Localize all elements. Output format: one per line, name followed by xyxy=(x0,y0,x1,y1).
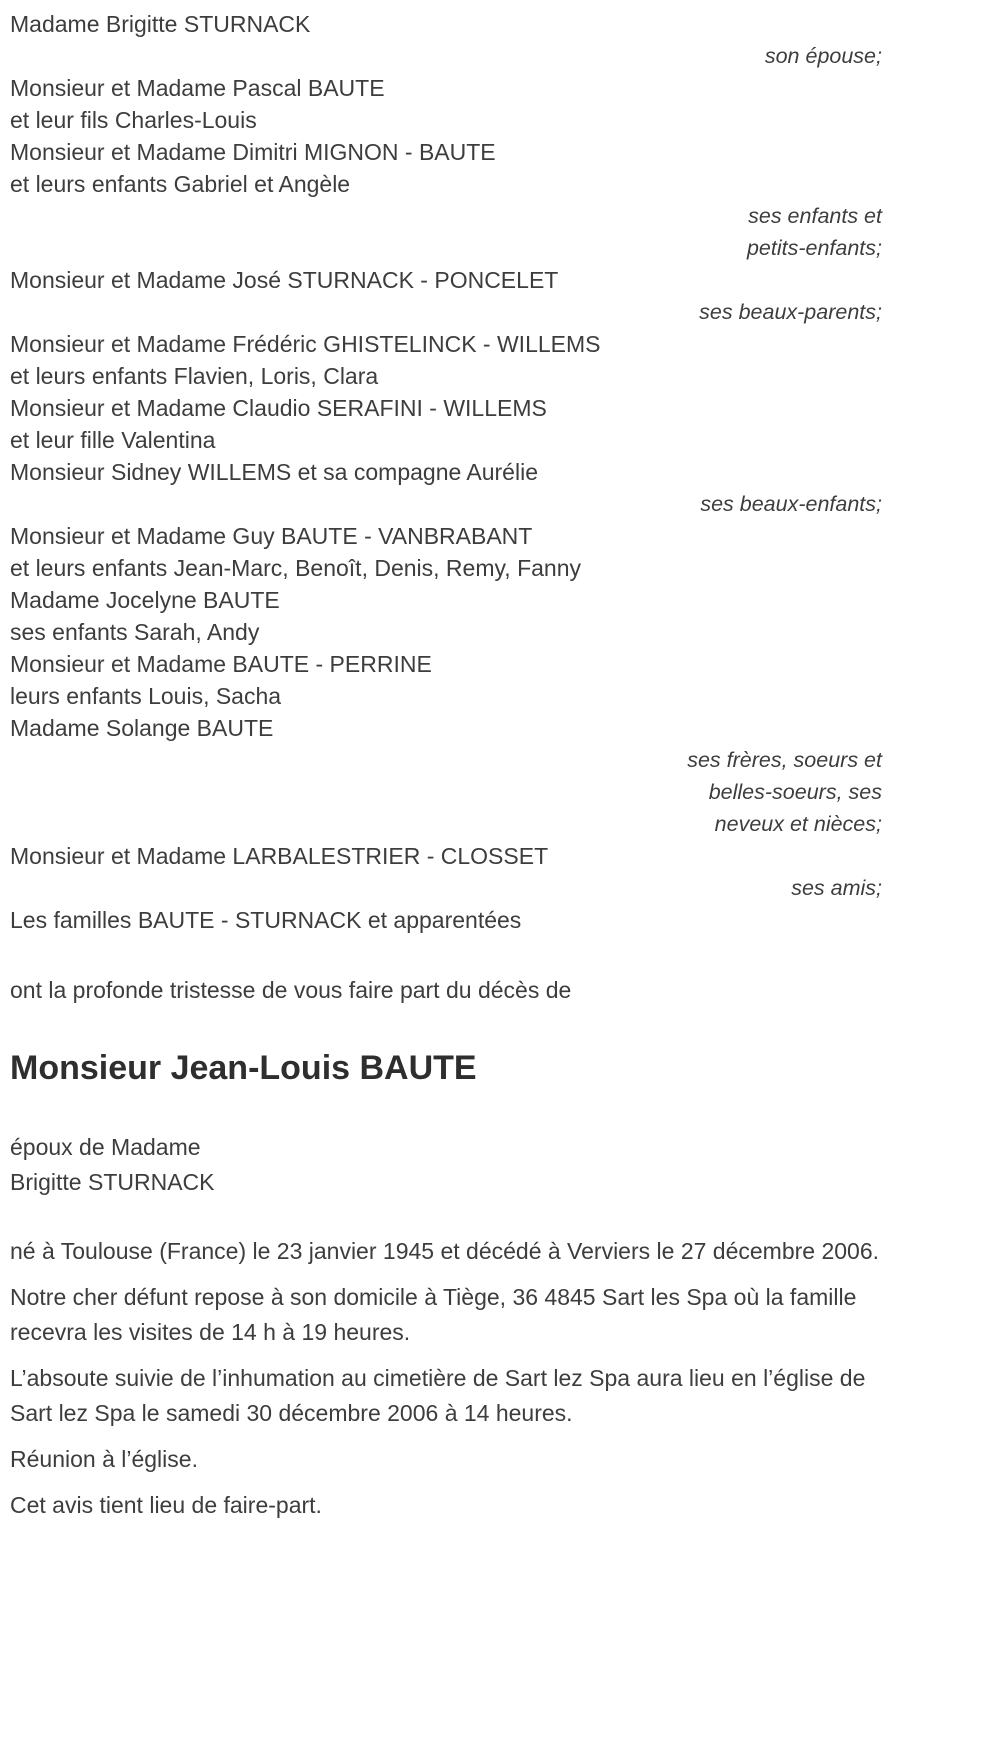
relation-label: belles-soeurs, ses xyxy=(708,780,882,804)
details-paragraph: né à Toulouse (France) le 23 janvier 1945 et décédé à Verviers le 27 décembre 2006. xyxy=(10,1238,880,1264)
details-paragraph: Cet avis tient lieu de faire-part. xyxy=(10,1492,322,1518)
family-line: et leur fils Charles-Louis xyxy=(10,107,257,133)
family-line: ses enfants Sarah, Andy xyxy=(10,619,260,645)
spouse-block xyxy=(10,1130,882,1200)
family-line: Monsieur et Madame Guy BAUTE - VANBRABANT xyxy=(10,523,533,549)
relation-label: ses frères, soeurs et xyxy=(687,748,882,772)
relation-label: petits-enfants; xyxy=(746,236,882,260)
announcement-text: ont la profonde tristesse de vous faire part du décès de xyxy=(10,977,572,1003)
relation-label: neveux et nièces; xyxy=(714,812,882,836)
spouse-line: époux de Madame xyxy=(10,1134,201,1160)
family-line: et leurs enfants Flavien, Loris, Clara xyxy=(10,363,379,389)
relation-label: ses enfants et xyxy=(748,204,882,228)
relation-label: ses beaux-parents; xyxy=(699,300,882,324)
family-line: Monsieur et Madame Frédéric GHISTELINCK - WILLEMS xyxy=(10,331,601,357)
family-line: Monsieur et Madame Pascal BAUTE xyxy=(10,75,385,101)
family-list xyxy=(10,8,882,936)
family-line: Les familles BAUTE - STURNACK et apparentées xyxy=(10,907,522,933)
family-line: Monsieur et Madame José STURNACK - PONCELET xyxy=(10,267,559,293)
relation-label: ses amis; xyxy=(791,876,882,900)
deceased-name-heading: Monsieur Jean-Louis BAUTE xyxy=(10,1049,477,1087)
details-paragraph: Réunion à l’église. xyxy=(10,1446,198,1472)
relation-label: son épouse; xyxy=(764,44,882,68)
family-line: Monsieur et Madame Claudio SERAFINI - WILLEMS xyxy=(10,395,547,421)
details-paragraph: L’absoute suivie de l’inhumation au cimetière de Sart lez Spa aura lieu en l’église de Sart lez Spa le samedi 30 décembre 2006 à 14 heures. xyxy=(10,1365,866,1426)
spouse-line: Brigitte STURNACK xyxy=(10,1169,215,1195)
family-line: leurs enfants Louis, Sacha xyxy=(10,683,282,709)
relation-label: ses beaux-enfants; xyxy=(700,492,882,516)
family-line: et leur fille Valentina xyxy=(10,427,216,453)
family-line: Madame Brigitte STURNACK xyxy=(10,11,311,37)
family-line: Monsieur et Madame BAUTE - PERRINE xyxy=(10,651,432,677)
family-line: et leurs enfants Jean-Marc, Benoît, Denis, Remy, Fanny xyxy=(10,555,581,581)
details-paragraph: Notre cher défunt repose à son domicile à Tiège, 36 4845 Sart les Spa où la famille recevra les visites de 14 h à 19 heures. xyxy=(10,1284,857,1345)
family-line: et leurs enfants Gabriel et Angèle xyxy=(10,171,351,197)
family-line: Monsieur et Madame Dimitri MIGNON - BAUTE xyxy=(10,139,496,165)
family-line: Monsieur Sidney WILLEMS et sa compagne Aurélie xyxy=(10,459,538,485)
family-line: Madame Jocelyne BAUTE xyxy=(10,587,280,613)
family-line: Madame Solange BAUTE xyxy=(10,715,274,741)
details-block xyxy=(10,1234,882,1523)
family-line: Monsieur et Madame LARBALESTRIER - CLOSSET xyxy=(10,843,549,869)
